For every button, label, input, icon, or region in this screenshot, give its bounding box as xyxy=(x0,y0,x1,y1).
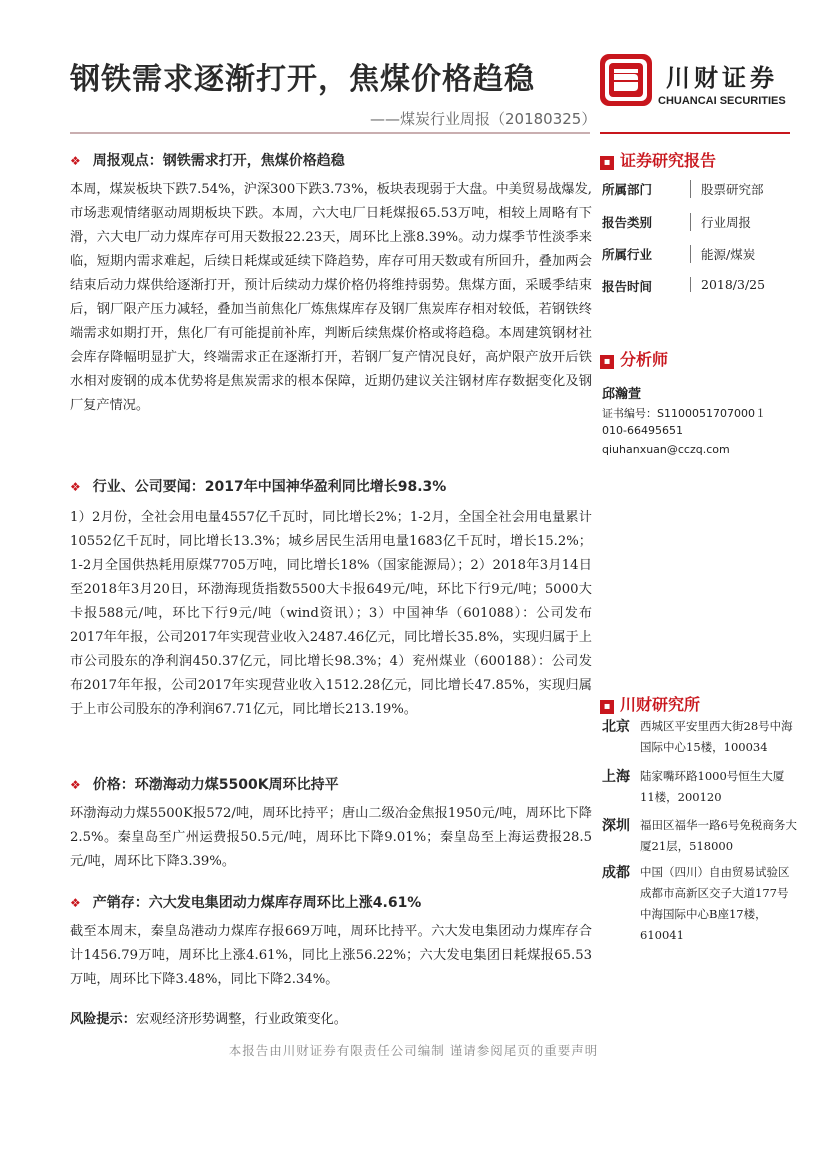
section-body-weekly-view: 本周，煤炭板块下跌7.54%，沪深300下跌3.73%，板块表现弱于大盘。中美贸易战爆发,市场悲观情绪驱动周期板块下跌。本周，六大电厂日耗煤报65.53万吨，相较上周略有下滑，六大电厂动力煤库存可用天数报22.23天，周环比上涨8.39%。动力煤季节性淡季来临，短期内需求难起，后续日耗煤或延续下降趋势，库存可用天数或有所回升，叠加两会结束后动力煤供给逐渐打开，预计后续动力煤价格仍将维持弱势。焦煤方面，采暖季结束后，钢厂限产压力减轻，叠加当前焦化厂炼焦煤库存及钢厂焦炭库存相对较低，若钢铁终端需求如期打开，焦化厂有可能提前补库，判断后续焦煤价格或将趋稳。本周建筑钢材社会库存降幅明显扩大，终端需求正在逐渐打开，若钢厂复产情况良好，高炉限产放开后铁水相对废钢的成本优势将是焦炭需求的根本保障，近期仍建议关注钢材库存数据变化及钢厂复产情况。 xyxy=(70,182,592,413)
analyst-email[interactable]: qiuhanxuan@cczq.com xyxy=(602,443,730,456)
office-address-shanghai: 陆家嘴环路1000号恒生大厦11楼，200120 xyxy=(640,769,785,804)
section-heading-news: ❖ 行业、公司要闻：2017年中国神华盈利同比增长98.3% xyxy=(70,479,447,495)
page-title: 钢铁需求逐渐打开，焦煤价格趋稳 xyxy=(70,62,535,97)
info-label-industry: 所属行业 xyxy=(602,247,653,262)
sidebar-institute-title: ▪ 川财研究所 xyxy=(600,692,700,715)
diamond-bullet-icon: ❖ xyxy=(70,480,81,494)
info-value-date: 2018/3/25 xyxy=(690,277,765,292)
info-value-industry: 能源/煤炭 xyxy=(690,245,755,263)
analyst-name: 邱瀚萱 xyxy=(602,387,642,402)
office-address-shenzhen: 福田区福华一路6号免税商务大厦21层，518000 xyxy=(640,818,797,853)
info-value-department: 股票研究部 xyxy=(690,180,764,198)
info-label-department: 所属部门 xyxy=(602,182,653,197)
sidebar-divider xyxy=(600,132,790,134)
risk-warning xyxy=(70,1008,347,1027)
section-heading-price: ❖ 价格：环渤海动力煤5500K周环比持平 xyxy=(70,777,339,793)
section-square-icon: ▪ xyxy=(600,355,614,369)
info-value-category: 行业周报 xyxy=(690,213,751,231)
analyst-certificate: 证书编号：S1100051707000１ xyxy=(602,407,766,420)
chuancai-logo-icon xyxy=(600,54,652,106)
office-address-beijing: 西城区平安里西大街28号中海国际中心15楼，100034 xyxy=(640,719,793,754)
office-city-chengdu: 成都 xyxy=(602,865,630,881)
office-city-beijing: 北京 xyxy=(602,719,630,735)
section-heading-inventory: ❖ 产销存：六大发电集团动力煤库存周环比上涨4.61% xyxy=(70,895,422,911)
section-body-price: 环渤海动力煤5500K报572/吨，周环比持平；唐山二级冶金焦报1950元/吨，周环比下降2.5%。秦皇岛至广州运费报50.5元/吨，周环比下降9.01%；秦皇岛至上海运费报28.5元/吨，周环比下降3.39%。 xyxy=(70,806,592,869)
section-square-icon: ▪ xyxy=(600,156,614,170)
info-label-date: 报告时间 xyxy=(602,279,653,294)
info-label-category: 报告类别 xyxy=(602,215,653,230)
diamond-bullet-icon: ❖ xyxy=(70,778,81,792)
company-logo-english: CHUANCAI SECURITIES xyxy=(658,95,786,107)
header-divider xyxy=(70,132,590,134)
office-address-chengdu: 中国（四川）自由贸易试验区成都市高新区交子大道177号中海国际中心B座17楼，610041 xyxy=(640,865,790,942)
analyst-phone: 010-66495651 xyxy=(602,424,683,437)
office-city-shenzhen: 深圳 xyxy=(602,818,630,834)
section-body-inventory: 截至本周末，秦皇岛港动力煤库存报669万吨，周环比持平。六大发电集团动力煤库存合计1456.79万吨，周环比上涨4.61%，同比上涨56.22%；六大发电集团日耗煤报65.53万吨，周环比下降3.48%，同比下降2.34%。 xyxy=(70,924,592,987)
sidebar-analyst-title: ▪ 分析师 xyxy=(600,347,668,370)
sidebar-report-title: ▪ 证券研究报告 xyxy=(600,148,716,171)
page-footer-disclaimer: 本报告由川财证券有限责任公司编制 谨请参阅尾页的重要声明 xyxy=(228,1043,599,1058)
section-body-news: 1）2月份，全社会用电量4557亿千瓦时，同比增长2%；1-2月，全国全社会用电量累计10552亿千瓦时，同比增长13.3%；城乡居民生活用电量1683亿千瓦时，增长15.2%；1-2月全国供热耗用原煤7705万吨，同比增长18%（国家能源局）；2）2018年3月14日至2018年3月20日，环渤海现货指数5500大卡报649元/吨，环比下行9元/吨；5000大卡报588元/吨，环比下行9元/吨（wind资讯）；3）中国神华（601088）：公司发布2017年年报，公司2017年实现营业收入2487.46亿元，同比增长35.8%，实现归属于上市公司股东的净利润450.37亿元，同比增长98.3%；4）兖州煤业（600188）：公司发布2017年年报，公司2017年实现营业收入1512.28亿元，同比增长47.85%，实现归属于上市公司股东的净利润67.71亿元，同比增长213.19%。 xyxy=(70,510,592,717)
report-subtitle: ——煤炭行业周报（20180325） xyxy=(370,110,597,128)
section-square-icon: ▪ xyxy=(600,700,614,714)
company-logo-text: 川财证券 xyxy=(666,64,778,92)
diamond-bullet-icon: ❖ xyxy=(70,154,81,168)
diamond-bullet-icon: ❖ xyxy=(70,896,81,910)
risk-text: 宏观经济形势调整，行业政策变化。 xyxy=(135,1012,347,1027)
office-city-shanghai: 上海 xyxy=(602,769,630,785)
risk-label: 风险提示： xyxy=(70,1012,136,1027)
section-heading-weekly-view: ❖ 周报观点：钢铁需求打开，焦煤价格趋稳 xyxy=(70,153,345,169)
